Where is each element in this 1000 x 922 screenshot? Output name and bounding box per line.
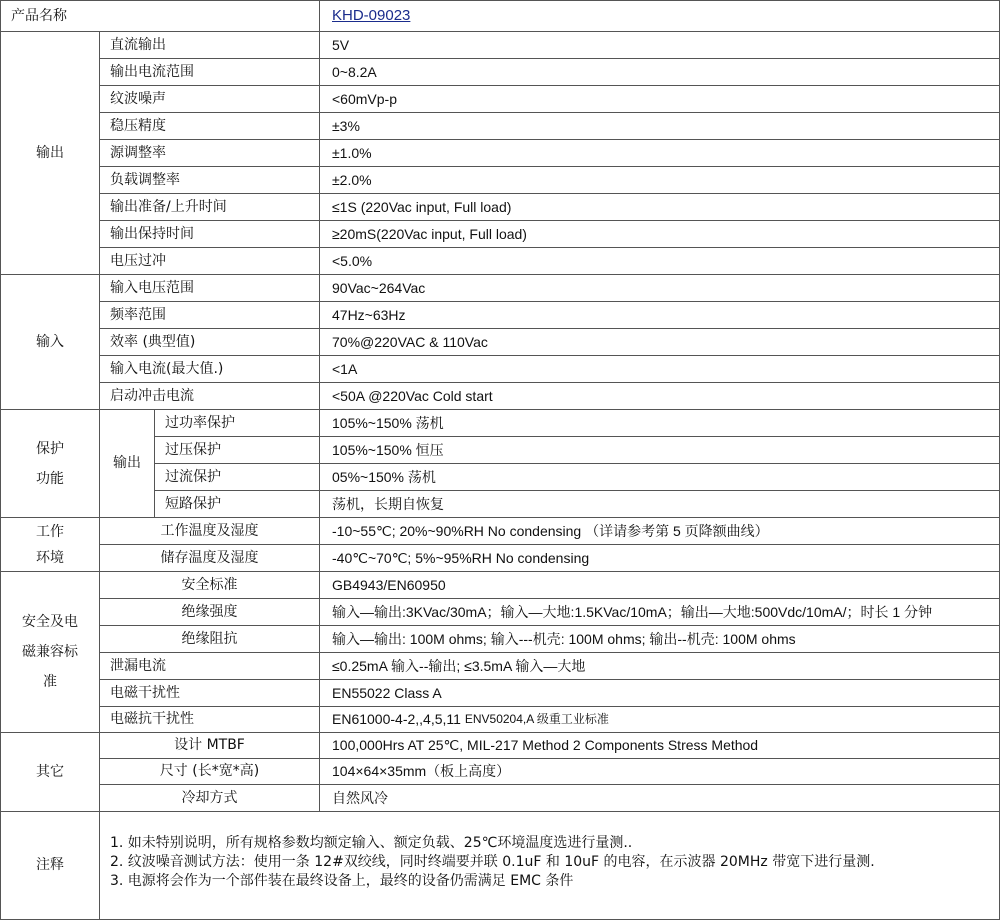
row-value: 47Hz~63Hz: [320, 302, 1000, 329]
section-safety-label: [0, 572, 100, 733]
row-value: ±3%: [320, 113, 1000, 140]
row-label: 输出电流范围: [100, 59, 320, 86]
row-label: 纹波噪声: [100, 86, 320, 113]
row-value: <1A: [320, 356, 1000, 383]
section-environment-line2: 环境: [36, 549, 64, 566]
row-label: 频率范围: [100, 302, 320, 329]
note-item: 1. 如未特别说明，所有规格参数均额定输入、额定负载、25℃环境温度选进行量测..: [110, 835, 633, 851]
row-label: 设计 MTBF: [100, 733, 320, 759]
notes-content: [100, 812, 1000, 920]
section-environment-label: [0, 518, 100, 572]
row-value-note: ENV50204,A 级重工业标准: [464, 712, 609, 727]
row-value: 70%@220VAC & 110Vac: [320, 329, 1000, 356]
row-value: 90Vac~264Vac: [320, 275, 1000, 302]
row-value: 104×64×35mm（板上高度）: [320, 759, 1000, 785]
row-label: 输入电流(最大值.): [100, 356, 320, 383]
row-value-main: EN61000-4-2,,4,5,11: [332, 711, 461, 728]
note-item: 3. 电源将会作为一个部件装在最终设备上，最终的设备仍需满足 EMC 条件: [110, 873, 574, 889]
section-protection-line2: 功能: [36, 470, 64, 487]
row-label: 安全标准: [100, 572, 320, 599]
row-value: [320, 707, 1000, 733]
row-value: ≤0.25mA 输入--输出; ≤3.5mA 输入—大地: [320, 653, 1000, 680]
protection-sub-label: 输出: [100, 410, 155, 518]
row-label: 工作温度及湿度: [100, 518, 320, 545]
row-label: 绝缘强度: [100, 599, 320, 626]
row-value: <60mVp-p: [320, 86, 1000, 113]
section-notes-label: 注释: [0, 812, 100, 920]
section-safety-line3: 准: [43, 674, 57, 690]
section-safety-line1: 安全及电: [22, 614, 78, 630]
row-label: 短路保护: [155, 491, 320, 518]
row-label: 效率 (典型值): [100, 329, 320, 356]
note-item: 2. 纹波噪音测试方法：使用一条 12#双绞线，同时终端要并联 0.1uF 和 10uF 的电容，在示波器 20MHz 带宽下进行量测.: [110, 854, 875, 870]
row-value: 荡机，长期自恢复: [320, 491, 1000, 518]
product-name-label: 产品名称: [0, 0, 320, 32]
section-safety-line2: 磁兼容标: [22, 644, 78, 660]
row-label: 过压保护: [155, 437, 320, 464]
row-value: 100,000Hrs AT 25℃, MIL-217 Method 2 Components Stress Method: [320, 733, 1000, 759]
row-value: 105%~150% 恒压: [320, 437, 1000, 464]
section-input-label: 输入: [0, 275, 100, 410]
row-value: -10~55℃; 20%~90%RH No condensing （详请参考第 5 页降额曲线）: [320, 518, 1000, 545]
row-label: 输入电压范围: [100, 275, 320, 302]
row-label: 启动冲击电流: [100, 383, 320, 410]
row-value: ≥20mS(220Vac input, Full load): [320, 221, 1000, 248]
section-other-label: 其它: [0, 733, 100, 812]
model-cell: [320, 0, 1000, 32]
row-label: 输出保持时间: [100, 221, 320, 248]
row-label: 储存温度及湿度: [100, 545, 320, 572]
row-value: <5.0%: [320, 248, 1000, 275]
row-label: 稳压精度: [100, 113, 320, 140]
section-output-label: 输出: [0, 32, 100, 275]
row-value: 0~8.2A: [320, 59, 1000, 86]
row-label: 泄漏电流: [100, 653, 320, 680]
row-value: -40℃~70℃; 5%~95%RH No condensing: [320, 545, 1000, 572]
row-label: 输出准备/上升时间: [100, 194, 320, 221]
row-value: ≤1S (220Vac input, Full load): [320, 194, 1000, 221]
row-label: 电磁干扰性: [100, 680, 320, 707]
row-label: 过功率保护: [155, 410, 320, 437]
row-label: 直流输出: [100, 32, 320, 59]
row-label: 绝缘阻抗: [100, 626, 320, 653]
row-value: 5V: [320, 32, 1000, 59]
row-value: 05%~150% 荡机: [320, 464, 1000, 491]
row-label: 电压过冲: [100, 248, 320, 275]
row-value: <50A @220Vac Cold start: [320, 383, 1000, 410]
row-label: 负载调整率: [100, 167, 320, 194]
model-number: KHD-09023: [332, 6, 411, 24]
row-value: EN55022 Class A: [320, 680, 1000, 707]
section-protection-line1: 保护: [36, 440, 64, 457]
section-protection-label: [0, 410, 100, 518]
row-value: 105%~150% 荡机: [320, 410, 1000, 437]
row-value: ±1.0%: [320, 140, 1000, 167]
row-value: 自然风冷: [320, 785, 1000, 812]
row-value: 输入—输出: 100M ohms; 输入---机壳: 100M ohms; 输出--机壳: 100M ohms: [320, 626, 1000, 653]
row-label: 冷却方式: [100, 785, 320, 812]
row-value: ±2.0%: [320, 167, 1000, 194]
row-label: 电磁抗干扰性: [100, 707, 320, 733]
section-environment-line1: 工作: [36, 523, 64, 540]
row-label: 尺寸 (长*宽*高): [100, 759, 320, 785]
row-value: 输入—输出:3KVac/30mA；输入—大地:1.5KVac/10mA；输出—大地:500Vdc/10mA/；时长 1 分钟: [320, 599, 1000, 626]
row-label: 源调整率: [100, 140, 320, 167]
row-label: 过流保护: [155, 464, 320, 491]
row-value: GB4943/EN60950: [320, 572, 1000, 599]
